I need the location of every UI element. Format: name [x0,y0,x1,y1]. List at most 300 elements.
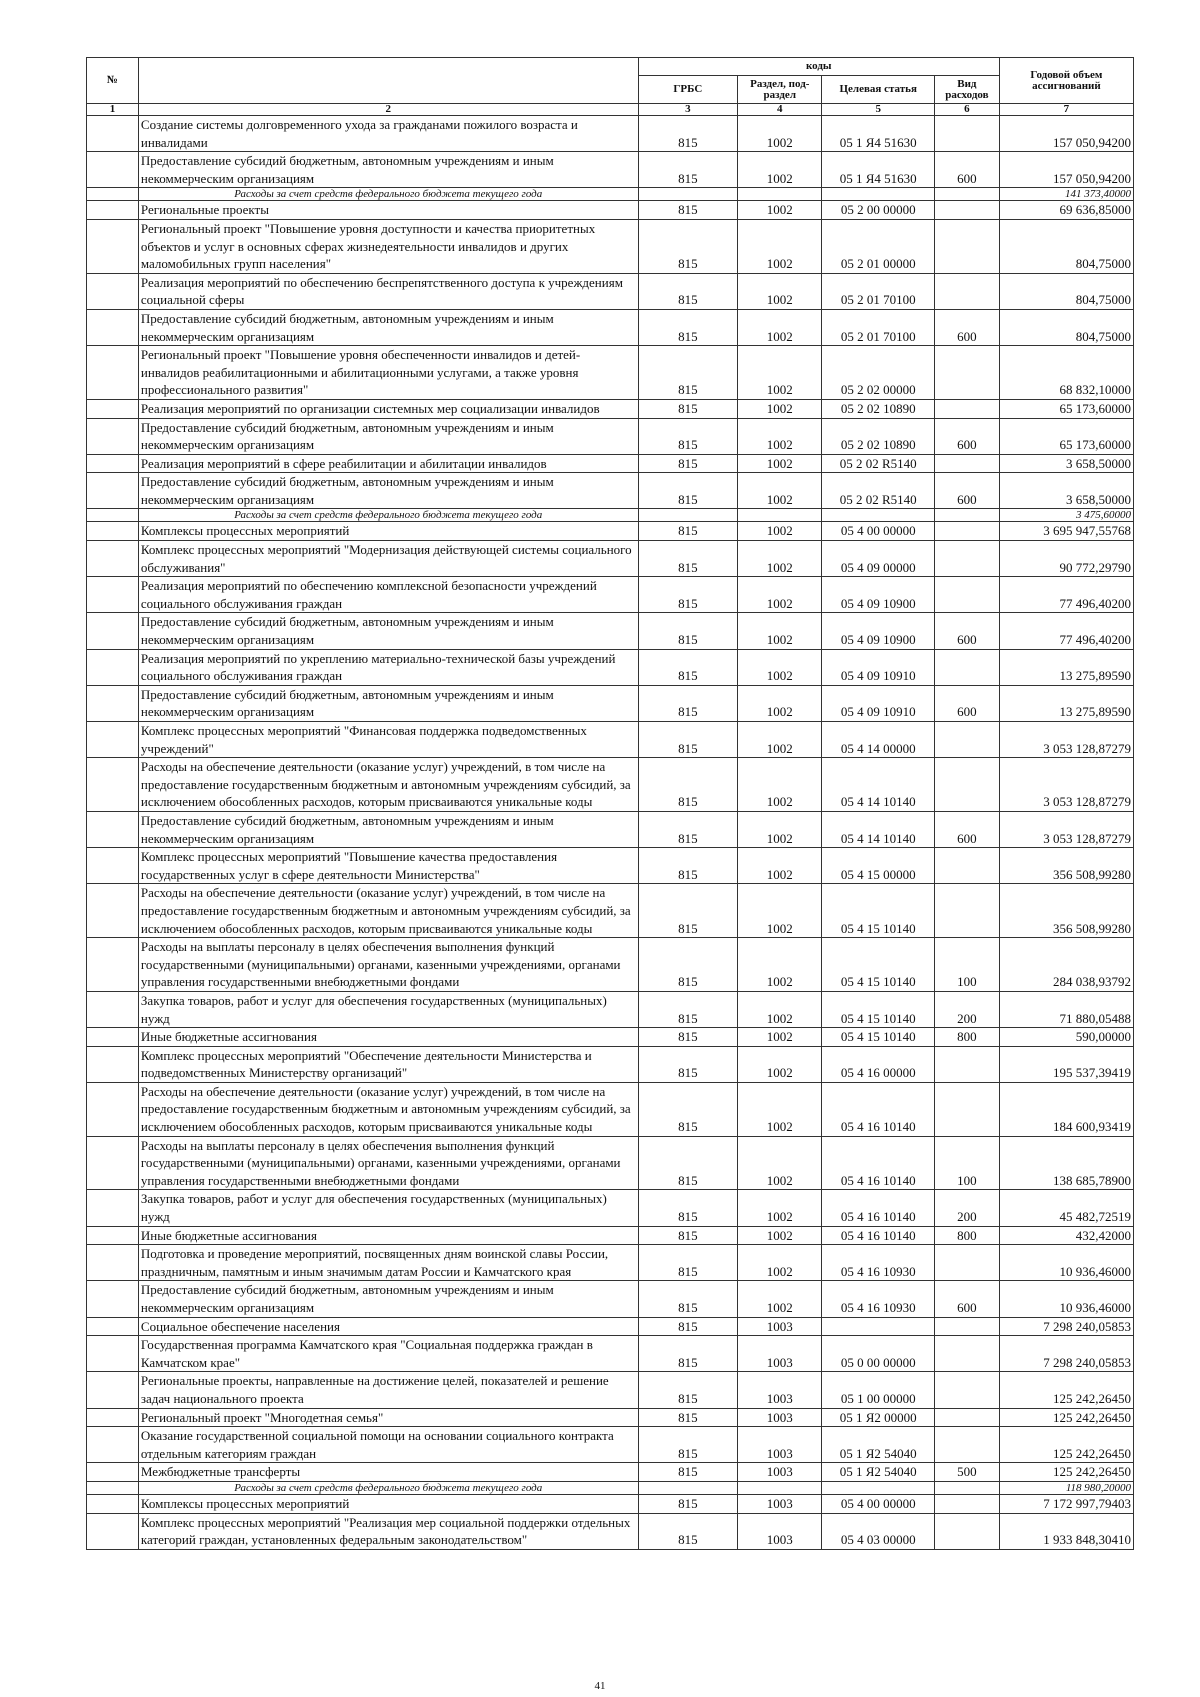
row-num-cell [87,219,139,273]
table-row [87,811,1134,847]
row-grbs-cell [638,1481,738,1494]
row-name-cell: Социальное обеспечение населения [138,1317,638,1336]
table-row [87,1136,1134,1190]
row-num-cell [87,758,139,812]
row-razdel-cell: 1002 [738,346,822,400]
row-razdel-cell: 1002 [738,273,822,309]
row-grbs-cell: 815 [638,399,738,418]
header-expense-type: Вид расходов [934,76,999,104]
row-expense-type-cell [934,1513,999,1549]
table-row [87,201,1134,220]
row-target-article-cell: 05 2 02 10890 [822,418,934,454]
row-target-article-cell: 05 4 16 00000 [822,1046,934,1082]
table-row [87,541,1134,577]
table-row [87,1494,1134,1513]
row-num-cell [87,1028,139,1047]
row-num-cell [87,577,139,613]
row-target-article-cell: 05 2 01 00000 [822,219,934,273]
row-grbs-cell: 815 [638,1226,738,1245]
row-name-cell: Расходы на обеспечение деятельности (оказание услуг) учреждений, в том числе на предоставление государственным бюджетным и автономным учреждениям субсидий, за исключением обособленных расходов, которым присваиваются уникальные коды [138,758,638,812]
row-razdel-cell: 1002 [738,309,822,345]
row-razdel-cell: 1002 [738,848,822,884]
row-num-cell [87,938,139,992]
row-target-article-cell: 05 4 09 00000 [822,541,934,577]
row-razdel-cell: 1002 [738,685,822,721]
row-amount-cell: 77 496,40200 [999,577,1133,613]
row-grbs-cell: 815 [638,1028,738,1047]
row-grbs-cell: 815 [638,613,738,649]
row-num-cell [87,1336,139,1372]
table-row [87,938,1134,992]
table-row [87,613,1134,649]
header-grbs: ГРБС [638,76,738,104]
row-target-article-cell: 05 4 16 10140 [822,1136,934,1190]
row-amount-cell: 195 537,39419 [999,1046,1133,1082]
row-name-cell: Закупка товаров, работ и услуг для обеспечения государственных (муниципальных) нужд [138,991,638,1027]
row-num-cell [87,1427,139,1463]
row-num-cell [87,848,139,884]
column-number: 6 [934,104,999,116]
row-amount-cell: 90 772,29790 [999,541,1133,577]
row-razdel-cell [738,188,822,201]
row-amount-cell: 3 053 128,87279 [999,811,1133,847]
row-target-article-cell: 05 4 09 10900 [822,577,934,613]
table-row [87,219,1134,273]
row-name-cell: Комплекс процессных мероприятий "Финансовая поддержка подведомственных учреждений" [138,722,638,758]
row-num-cell [87,1190,139,1226]
row-amount-cell: 10 936,46000 [999,1245,1133,1281]
row-expense-type-cell [934,522,999,541]
row-name-cell: Расходы на выплаты персоналу в целях обеспечения выполнения функций государственными (муниципальными) органами, казенными учреждениями, органами управления государственными внебюджетными фондами [138,1136,638,1190]
row-num-cell [87,1494,139,1513]
row-name-cell: Оказание государственной социальной помощи на основании социального контракта отдельным категориям граждан [138,1427,638,1463]
row-razdel-cell: 1002 [738,758,822,812]
table-body [87,116,1134,1550]
row-amount-cell: 45 482,72519 [999,1190,1133,1226]
row-grbs-cell: 815 [638,1136,738,1190]
table-row [87,722,1134,758]
row-grbs-cell: 815 [638,1245,738,1281]
header-volume: Годовой объем ассигнований [999,58,1133,104]
row-grbs-cell: 815 [638,1046,738,1082]
row-expense-type-cell [934,273,999,309]
row-name-cell: Предоставление субсидий бюджетным, автономным учреждениям и иным некоммерческим организациям [138,613,638,649]
row-name-cell: Закупка товаров, работ и услуг для обеспечения государственных (муниципальных) нужд [138,1190,638,1226]
row-num-cell [87,152,139,188]
row-target-article-cell: 05 4 09 10910 [822,649,934,685]
table-row [87,577,1134,613]
row-expense-type-cell [934,649,999,685]
header-num: № [87,58,139,104]
row-num-cell [87,1046,139,1082]
row-grbs-cell: 815 [638,1513,738,1549]
row-num-cell [87,1317,139,1336]
row-num-cell [87,273,139,309]
row-razdel-cell: 1003 [738,1494,822,1513]
row-target-article-cell: 05 1 Я4 51630 [822,116,934,152]
row-name-cell: Комплексы процессных мероприятий [138,1494,638,1513]
table-row [87,1028,1134,1047]
row-name-cell: Региональный проект "Повышение уровня доступности и качества приоритетных объектов и услуг в основных сферах жизнедеятельности инвалидов и других маломобильных групп населения" [138,219,638,273]
row-num-cell [87,522,139,541]
row-num-cell [87,1245,139,1281]
row-num-cell [87,884,139,938]
row-grbs-cell: 815 [638,309,738,345]
row-amount-cell: 10 936,46000 [999,1281,1133,1317]
row-expense-type-cell [934,758,999,812]
row-num-cell [87,454,139,473]
row-expense-type-cell [934,1481,999,1494]
row-razdel-cell: 1002 [738,116,822,152]
row-expense-type-cell [934,1494,999,1513]
row-target-article-cell: 05 1 Я2 54040 [822,1427,934,1463]
row-target-article-cell: 05 2 02 10890 [822,399,934,418]
table-row [87,309,1134,345]
row-target-article-cell: 05 1 Я2 00000 [822,1408,934,1427]
table-row [87,1336,1134,1372]
row-grbs-cell: 815 [638,454,738,473]
row-razdel-cell: 1002 [738,938,822,992]
row-razdel-cell: 1003 [738,1463,822,1482]
row-target-article-cell: 05 4 16 10140 [822,1082,934,1136]
row-num-cell [87,685,139,721]
row-target-article-cell: 05 2 02 R5140 [822,473,934,509]
row-amount-cell: 284 038,93792 [999,938,1133,992]
row-grbs-cell: 815 [638,1427,738,1463]
row-amount-cell: 65 173,60000 [999,399,1133,418]
row-expense-type-cell [934,577,999,613]
row-razdel-cell: 1003 [738,1408,822,1427]
row-num-cell [87,309,139,345]
row-expense-type-cell [934,848,999,884]
row-name-cell: Реализация мероприятий по укреплению материально-технической базы учреждений социального обслуживания граждан [138,649,638,685]
row-amount-cell: 1 933 848,30410 [999,1513,1133,1549]
row-razdel-cell: 1002 [738,577,822,613]
table-row [87,848,1134,884]
row-razdel-cell: 1002 [738,1082,822,1136]
row-amount-cell: 118 980,20000 [999,1481,1133,1494]
column-number: 7 [999,104,1133,116]
table-row [87,473,1134,509]
row-amount-cell: 804,75000 [999,309,1133,345]
table-subrow [87,509,1134,522]
table-row [87,399,1134,418]
header-name [138,58,638,104]
row-name-cell: Комплекс процессных мероприятий "Повышение качества предоставления государственных услуг в сфере деятельности Министерства" [138,848,638,884]
row-expense-type-cell: 600 [934,152,999,188]
row-expense-type-cell: 600 [934,811,999,847]
row-grbs-cell: 815 [638,152,738,188]
row-expense-type-cell [934,454,999,473]
row-target-article-cell [822,188,934,201]
row-grbs-cell [638,188,738,201]
table-row [87,418,1134,454]
row-name-cell: Предоставление субсидий бюджетным, автономным учреждениям и иным некоммерческим организациям [138,418,638,454]
row-razdel-cell: 1002 [738,522,822,541]
row-expense-type-cell [934,1427,999,1463]
row-amount-cell: 356 508,99280 [999,848,1133,884]
table-row [87,1408,1134,1427]
row-num-cell [87,811,139,847]
row-grbs-cell: 815 [638,685,738,721]
row-expense-type-cell [934,201,999,220]
row-num-cell [87,1082,139,1136]
row-num-cell [87,201,139,220]
row-grbs-cell: 815 [638,1190,738,1226]
row-razdel-cell: 1003 [738,1336,822,1372]
row-amount-cell: 7 298 240,05853 [999,1336,1133,1372]
row-grbs-cell [638,509,738,522]
row-name-cell: Комплекс процессных мероприятий "Модернизация действующей системы социального обслуживания" [138,541,638,577]
row-razdel-cell: 1002 [738,1245,822,1281]
row-grbs-cell: 815 [638,991,738,1027]
row-num-cell [87,1226,139,1245]
row-expense-type-cell: 600 [934,685,999,721]
row-expense-type-cell [934,1245,999,1281]
row-expense-type-cell [934,346,999,400]
column-number: 2 [138,104,638,116]
row-grbs-cell: 815 [638,219,738,273]
row-amount-cell: 804,75000 [999,273,1133,309]
row-name-cell: Предоставление субсидий бюджетным, автономным учреждениям и иным некоммерческим организациям [138,811,638,847]
table-row [87,454,1134,473]
table-row [87,1317,1134,1336]
row-grbs-cell: 815 [638,201,738,220]
row-name-cell: Комплексы процессных мероприятий [138,522,638,541]
row-expense-type-cell: 600 [934,418,999,454]
row-razdel-cell: 1002 [738,1226,822,1245]
budget-allocation-table [86,57,1134,1550]
row-razdel-cell: 1002 [738,541,822,577]
row-num-cell [87,509,139,522]
row-target-article-cell: 05 2 02 R5140 [822,454,934,473]
row-num-cell [87,991,139,1027]
row-expense-type-cell: 600 [934,473,999,509]
row-target-article-cell: 05 4 16 10140 [822,1226,934,1245]
row-target-article-cell: 05 4 15 10140 [822,991,934,1027]
row-expense-type-cell [934,1317,999,1336]
row-razdel-cell: 1002 [738,1028,822,1047]
row-expense-type-cell: 200 [934,1190,999,1226]
row-num-cell [87,399,139,418]
row-name-cell: Иные бюджетные ассигнования [138,1226,638,1245]
table-row [87,758,1134,812]
row-grbs-cell: 815 [638,649,738,685]
row-name-cell: Комплекс процессных мероприятий "Реализация мер социальной поддержки отдельных категорий граждан, установленных федеральным законодательством" [138,1513,638,1549]
row-amount-cell: 3 053 128,87279 [999,758,1133,812]
table-row [87,649,1134,685]
row-grbs-cell: 815 [638,938,738,992]
table-row [87,522,1134,541]
row-amount-cell: 590,00000 [999,1028,1133,1047]
row-razdel-cell: 1002 [738,152,822,188]
row-amount-cell: 13 275,89590 [999,649,1133,685]
row-target-article-cell: 05 4 14 10140 [822,758,934,812]
row-razdel-cell: 1002 [738,1136,822,1190]
row-amount-cell: 157 050,94200 [999,116,1133,152]
row-razdel-cell: 1003 [738,1513,822,1549]
row-name-cell: Реализация мероприятий по организации системных мер социализации инвалидов [138,399,638,418]
row-razdel-cell: 1002 [738,473,822,509]
row-target-article-cell: 05 1 Я4 51630 [822,152,934,188]
row-num-cell [87,1463,139,1482]
row-num-cell [87,541,139,577]
row-amount-cell: 68 832,10000 [999,346,1133,400]
row-name-cell: Предоставление субсидий бюджетным, автономным учреждениям и иным некоммерческим организациям [138,685,638,721]
row-num-cell [87,649,139,685]
row-amount-cell: 125 242,26450 [999,1408,1133,1427]
row-num-cell [87,1513,139,1549]
row-grbs-cell: 815 [638,473,738,509]
row-razdel-cell: 1002 [738,1281,822,1317]
row-expense-type-cell [934,541,999,577]
row-expense-type-cell [934,1336,999,1372]
row-target-article-cell: 05 4 16 10930 [822,1245,934,1281]
row-num-cell [87,1372,139,1408]
row-name-cell: Предоставление субсидий бюджетным, автономным учреждениям и иным некоммерческим организациям [138,309,638,345]
row-target-article-cell: 05 1 Я2 54040 [822,1463,934,1482]
row-name-cell: Региональный проект "Многодетная семья" [138,1408,638,1427]
row-expense-type-cell: 800 [934,1028,999,1047]
row-name-cell: Реализация мероприятий по обеспечению беспрепятственного доступа к учреждениям социальной сферы [138,273,638,309]
row-amount-cell: 69 636,85000 [999,201,1133,220]
row-name-cell: Иные бюджетные ассигнования [138,1028,638,1047]
row-expense-type-cell: 600 [934,309,999,345]
row-razdel-cell: 1002 [738,884,822,938]
row-target-article-cell: 05 2 01 70100 [822,309,934,345]
row-target-article-cell: 05 2 01 70100 [822,273,934,309]
row-amount-cell: 3 658,50000 [999,473,1133,509]
row-target-article-cell: 05 2 02 00000 [822,346,934,400]
row-grbs-cell: 815 [638,848,738,884]
row-expense-type-cell [934,509,999,522]
table-row [87,1281,1134,1317]
row-target-article-cell: 05 4 14 00000 [822,722,934,758]
row-amount-cell: 65 173,60000 [999,418,1133,454]
row-name-cell: Расходы на обеспечение деятельности (оказание услуг) учреждений, в том числе на предоставление государственным бюджетным и автономным учреждениям субсидий, за исключением обособленных расходов, которым присваиваются уникальные коды [138,1082,638,1136]
row-amount-cell: 3 658,50000 [999,454,1133,473]
row-name-cell: Региональные проекты [138,201,638,220]
header-target-article: Целевая статья [822,76,934,104]
row-target-article-cell: 05 2 00 00000 [822,201,934,220]
row-grbs-cell: 815 [638,884,738,938]
row-expense-type-cell: 200 [934,991,999,1027]
row-razdel-cell: 1002 [738,399,822,418]
row-grbs-cell: 815 [638,1463,738,1482]
row-name-cell: Расходы за счет средств федерального бюджета текущего года [138,509,638,522]
row-expense-type-cell: 800 [934,1226,999,1245]
row-razdel-cell: 1002 [738,201,822,220]
row-grbs-cell: 815 [638,811,738,847]
table-row [87,1372,1134,1408]
row-grbs-cell: 815 [638,541,738,577]
row-target-article-cell: 05 4 16 10930 [822,1281,934,1317]
table-row [87,685,1134,721]
row-target-article-cell: 05 4 15 00000 [822,848,934,884]
row-expense-type-cell: 500 [934,1463,999,1482]
column-number: 5 [822,104,934,116]
row-target-article-cell: 05 4 00 00000 [822,1494,934,1513]
row-amount-cell: 157 050,94200 [999,152,1133,188]
table-row [87,346,1134,400]
row-name-cell: Расходы на выплаты персоналу в целях обеспечения выполнения функций государственными (муниципальными) органами, казенными учреждениями, органами управления государственными внебюджетными фондами [138,938,638,992]
row-grbs-cell: 815 [638,1082,738,1136]
row-expense-type-cell [934,219,999,273]
row-expense-type-cell: 600 [934,613,999,649]
row-name-cell: Региональный проект "Повышение уровня обеспеченности инвалидов и детей-инвалидов реабилитационными и абилитационными услугами, а также уровня профессионального развития" [138,346,638,400]
row-num-cell [87,418,139,454]
table-row [87,1427,1134,1463]
row-razdel-cell: 1002 [738,219,822,273]
row-amount-cell: 3 695 947,55768 [999,522,1133,541]
row-razdel-cell: 1002 [738,418,822,454]
table-row [87,152,1134,188]
row-amount-cell: 3 475,60000 [999,509,1133,522]
table-row [87,884,1134,938]
row-expense-type-cell [934,1408,999,1427]
row-expense-type-cell [934,722,999,758]
column-number: 1 [87,104,139,116]
row-target-article-cell: 05 4 09 10910 [822,685,934,721]
row-expense-type-cell: 100 [934,938,999,992]
row-amount-cell: 71 880,05488 [999,991,1133,1027]
row-grbs-cell: 815 [638,1336,738,1372]
row-amount-cell: 432,42000 [999,1226,1133,1245]
row-expense-type-cell: 100 [934,1136,999,1190]
row-num-cell [87,1281,139,1317]
row-grbs-cell: 815 [638,346,738,400]
row-name-cell: Расходы на обеспечение деятельности (оказание услуг) учреждений, в том числе на предоставление государственным бюджетным и автономным учреждениям субсидий, за исключением обособленных расходов, которым присваиваются уникальные коды [138,884,638,938]
row-expense-type-cell [934,1046,999,1082]
row-target-article-cell: 05 4 14 10140 [822,811,934,847]
row-grbs-cell: 815 [638,1281,738,1317]
row-name-cell: Расходы за счет средств федерального бюджета текущего года [138,1481,638,1494]
row-grbs-cell: 815 [638,1372,738,1408]
row-razdel-cell: 1002 [738,613,822,649]
row-amount-cell: 7 172 997,79403 [999,1494,1133,1513]
table-subrow [87,188,1134,201]
row-grbs-cell: 815 [638,758,738,812]
table-row [87,1190,1134,1226]
row-expense-type-cell [934,399,999,418]
table-row [87,1513,1134,1549]
table-row [87,1082,1134,1136]
row-razdel-cell: 1003 [738,1372,822,1408]
row-target-article-cell: 05 4 03 00000 [822,1513,934,1549]
row-expense-type-cell [934,1372,999,1408]
row-num-cell [87,346,139,400]
row-target-article-cell: 05 4 15 10140 [822,884,934,938]
column-number: 3 [638,104,738,116]
row-amount-cell: 7 298 240,05853 [999,1317,1133,1336]
row-num-cell [87,1481,139,1494]
row-name-cell: Межбюджетные трансферты [138,1463,638,1482]
row-amount-cell: 138 685,78900 [999,1136,1133,1190]
row-num-cell [87,116,139,152]
row-grbs-cell: 815 [638,1408,738,1427]
row-target-article-cell [822,509,934,522]
table-row [87,1046,1134,1082]
row-name-cell: Предоставление субсидий бюджетным, автономным учреждениям и иным некоммерческим организациям [138,1281,638,1317]
row-name-cell: Подготовка и проведение мероприятий, посвященных дням воинской славы России, праздничным, памятным и иным значимым датам России и Камчатского края [138,1245,638,1281]
row-num-cell [87,722,139,758]
row-amount-cell: 356 508,99280 [999,884,1133,938]
row-razdel-cell: 1002 [738,811,822,847]
row-num-cell [87,188,139,201]
column-number: 4 [738,104,822,116]
table-row [87,273,1134,309]
row-razdel-cell: 1002 [738,722,822,758]
